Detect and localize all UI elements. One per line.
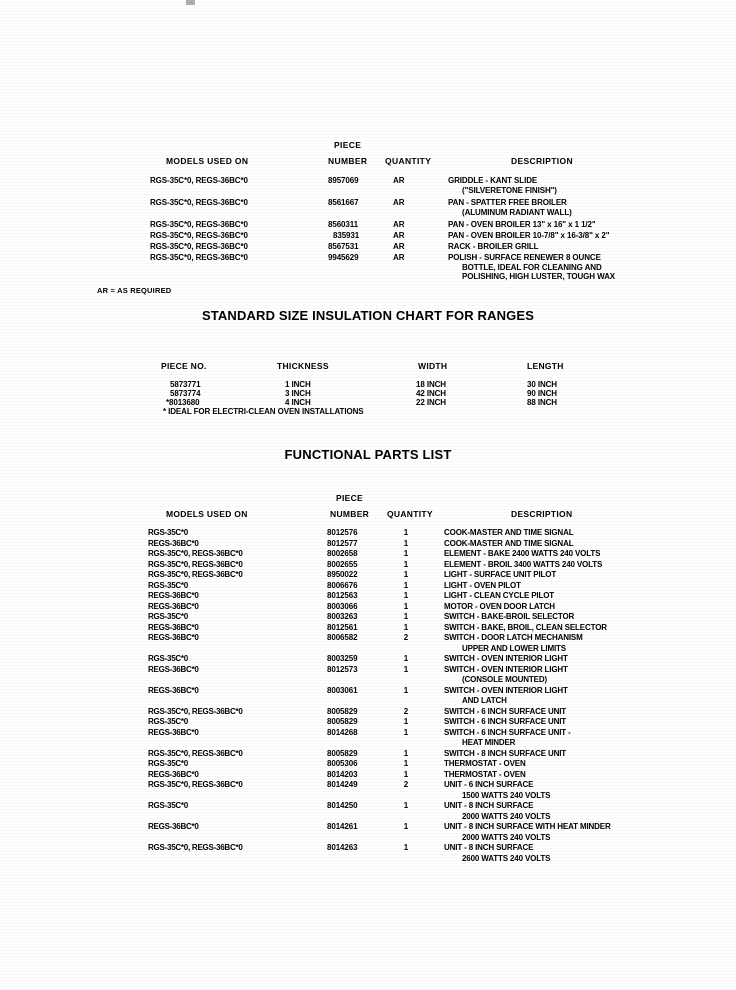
accessory-header-piece-line1: PIECE (334, 140, 362, 150)
table-row: 4 INCH (285, 398, 311, 407)
table-row: RGS-35C*0, REGS-36BC*0 (148, 748, 243, 758)
table-row: RGS-35C*0, REGS-36BC*0 (150, 253, 248, 262)
table-row: ELEMENT - BAKE 2400 WATTS 240 VOLTS (444, 549, 601, 558)
table-row: RGS-35C*0, REGS-36BC*0 (150, 198, 248, 207)
table-row: 835931 (333, 231, 360, 240)
table-row: AR (393, 198, 405, 207)
table-row: 1 (403, 622, 409, 632)
table-row: REGS-36BC*0 (148, 591, 199, 600)
table-row: *8013680 (166, 398, 200, 407)
table-row: 22 INCH (416, 398, 446, 407)
table-row-spacer (148, 791, 323, 802)
table-row: SWITCH - OVEN INTERIOR LIGHT (444, 685, 568, 695)
table-row: SWITCH - OVEN INTERIOR LIGHT (444, 654, 568, 663)
table-row-spacer (392, 812, 420, 823)
table-row-spacer (148, 854, 323, 865)
table-row: 8014263 (327, 843, 358, 852)
insulation-footnote: * IDEAL FOR ELECTRI-CLEAN OVEN INSTALLATIONS (163, 407, 364, 416)
accessory-header-piece-line2: NUMBER (328, 156, 368, 166)
table-row (448, 176, 557, 195)
table-row: RGS-35C*0, REGS-36BC*0 (148, 549, 243, 558)
table-row: 9945629 (328, 253, 359, 262)
table-row-spacer (327, 791, 387, 802)
table-row: 8014268 (327, 727, 358, 737)
table-row: 8012576 (327, 528, 358, 537)
functional-description-column (444, 528, 736, 864)
table-row: 1 (403, 559, 409, 569)
table-row: 8012563 (327, 591, 358, 600)
table-row: 42 INCH (416, 389, 446, 398)
table-row: REGS-36BC*0 (148, 538, 199, 548)
table-row: 8014261 (327, 822, 358, 831)
desc-line-cont: 2000 WATTS 240 VOLTS (462, 811, 551, 821)
desc-line-cont2: POLISHING, HIGH LUSTER, TOUGH WAX (462, 272, 616, 282)
table-row-spacer (392, 791, 420, 802)
table-row: 8012577 (327, 538, 358, 548)
table-row: AR (393, 176, 405, 185)
table-row: 2 (403, 780, 409, 789)
accessory-header-description: DESCRIPTION (511, 156, 573, 166)
scan-artifact-mark (186, 0, 195, 5)
accessory-header-quantity: QUANTITY (385, 156, 432, 166)
table-row: SWITCH - OVEN INTERIOR LIGHT (444, 664, 568, 674)
table-row: 8003263 (327, 612, 358, 621)
table-row: 1 (403, 769, 409, 779)
table-row: AR (393, 242, 405, 251)
table-row: MOTOR - OVEN DOOR LATCH (444, 601, 555, 611)
table-row: UNIT - 8 INCH SURFACE (444, 801, 534, 810)
table-row: AR (393, 220, 405, 229)
desc-line: GRIDDLE - KANT SLIDE (448, 176, 538, 185)
table-row: 8957069 (328, 176, 359, 185)
functional-header-description: DESCRIPTION (511, 509, 573, 519)
desc-line-cont: UPPER AND LOWER LIMITS (462, 643, 566, 653)
table-row: 1 (403, 822, 409, 831)
table-row: REGS-36BC*0 (148, 622, 199, 632)
table-row-spacer (392, 738, 420, 749)
table-row: REGS-36BC*0 (148, 685, 199, 695)
table-row: 8005829 (327, 706, 358, 716)
table-row-spacer (327, 854, 387, 865)
accessory-footnote: AR = AS REQUIRED (97, 286, 172, 295)
table-row: 1 INCH (285, 380, 311, 389)
table-row: 18 INCH (416, 380, 446, 389)
table-row: 1 (403, 538, 409, 548)
table-row: THERMOSTAT - OVEN (444, 769, 526, 779)
table-row: 1 (403, 759, 409, 768)
table-row: 8005829 (327, 748, 358, 758)
table-row: 1 (403, 570, 409, 579)
table-row: RGS-35C*0, REGS-36BC*0 (148, 706, 243, 716)
table-row: PAN - OVEN BROILER 13" x 16" x 1 1/2" (448, 220, 596, 229)
table-row-spacer (148, 738, 323, 749)
desc-line-cont: HEAT MINDER (462, 738, 516, 747)
table-row-spacer (148, 644, 323, 655)
desc-line: PAN - SPATTER FREE BROILER (448, 198, 567, 207)
desc-line-cont: 1500 WATTS 240 VOLTS (462, 790, 551, 800)
table-row: RGS-35C*0 (148, 654, 188, 663)
table-row: SWITCH - 8 INCH SURFACE UNIT (444, 748, 567, 758)
table-row: LIGHT - SURFACE UNIT PILOT (444, 570, 557, 579)
table-row: REGS-36BC*0 (148, 633, 199, 642)
table-row: REGS-36BC*0 (148, 769, 199, 779)
desc-line: POLISH - SURFACE RENEWER 8 OUNCE (448, 253, 601, 262)
table-row: UNIT - 8 INCH SURFACE WITH HEAT MINDER (444, 822, 611, 831)
table-row: SWITCH - DOOR LATCH MECHANISM (444, 633, 583, 642)
table-row: 1 (403, 748, 409, 758)
functional-header-piece-line2: NUMBER (330, 509, 370, 519)
table-row: 8003066 (327, 601, 358, 611)
table-row: 1 (403, 549, 409, 558)
table-row: REGS-36BC*0 (148, 727, 199, 737)
desc-line-cont: (CONSOLE MOUNTED) (462, 675, 548, 684)
desc-line-cont: AND LATCH (462, 696, 507, 705)
accessory-header-models: MODELS USED ON (166, 156, 249, 166)
table-row: RGS-35C*0, REGS-36BC*0 (150, 231, 248, 240)
table-row-spacer (392, 675, 420, 686)
desc-line-cont: 2600 WATTS 240 VOLTS (462, 853, 551, 863)
desc-line-cont: BOTTLE, IDEAL FOR CLEANING AND (462, 262, 602, 272)
table-row: UNIT - 6 INCH SURFACE (444, 780, 534, 789)
table-row: 8014250 (327, 801, 358, 810)
table-row: LIGHT - CLEAN CYCLE PILOT (444, 591, 555, 600)
table-row: 88 INCH (527, 398, 557, 407)
table-row: 2 (403, 633, 409, 642)
table-row: RGS-35C*0, REGS-36BC*0 (148, 559, 243, 569)
table-row: SWITCH - BAKE-BROIL SELECTOR (444, 612, 575, 621)
table-row: 1 (403, 528, 409, 537)
insulation-header-thickness: THICKNESS (277, 361, 329, 371)
table-row: PAN - OVEN BROILER 10-7/8" x 16-3/8" x 2" (448, 231, 610, 240)
functional-header-piece-line1: PIECE (336, 493, 364, 503)
table-row-spacer (148, 812, 323, 823)
table-row-spacer (392, 644, 420, 655)
table-row: 8014249 (327, 780, 358, 789)
table-row: 30 INCH (527, 380, 557, 389)
table-row: 8012561 (327, 622, 358, 632)
table-row: UNIT - 8 INCH SURFACE (444, 843, 534, 852)
table-row: 8012573 (327, 664, 358, 674)
table-row: 8002658 (327, 549, 358, 558)
table-row: 1 (403, 580, 409, 590)
table-row: SWITCH - 6 INCH SURFACE UNIT (444, 706, 567, 716)
table-row: 1 (403, 717, 409, 726)
table-row-spacer (392, 696, 420, 707)
functional-header-models: MODELS USED ON (166, 509, 248, 519)
functional-parts-title: FUNCTIONAL PARTS LIST (284, 447, 452, 462)
functional-quantity-column (392, 528, 420, 864)
table-row: 1 (403, 654, 409, 663)
table-row: RGS-35C*0 (148, 717, 188, 726)
table-row-spacer (148, 696, 323, 707)
insulation-header-piece-no: PIECE NO. (161, 361, 207, 371)
insulation-header-width: WIDTH (418, 361, 448, 371)
table-row: AR (393, 231, 405, 240)
table-row: 8003061 (327, 685, 358, 695)
insulation-chart-title: STANDARD SIZE INSULATION CHART FOR RANGES (201, 308, 535, 323)
table-row: RGS-35C*0 (148, 528, 188, 537)
table-row: SWITCH - 6 INCH SURFACE UNIT - (444, 727, 571, 737)
table-row: RGS-35C*0, REGS-36BC*0 (148, 570, 243, 579)
table-row: 1 (403, 843, 409, 852)
table-row (448, 198, 572, 217)
table-row: REGS-36BC*0 (148, 601, 199, 611)
table-row: 2 (403, 706, 409, 716)
table-row (448, 253, 615, 282)
table-row: RGS-35C*0 (148, 801, 188, 810)
table-row: 1 (403, 664, 409, 674)
functional-piece-column (327, 528, 387, 864)
table-row: 90 INCH (527, 389, 557, 398)
table-row: RGS-35C*0 (148, 612, 188, 621)
table-row-spacer (148, 675, 323, 686)
table-row: 8014203 (327, 769, 358, 779)
table-row: 8567531 (328, 242, 359, 251)
desc-line-cont: (ALUMINUM RADIANT WALL) (462, 207, 572, 217)
table-row: RGS-35C*0, REGS-36BC*0 (148, 843, 243, 852)
table-row: 1 (403, 612, 409, 621)
table-row: RGS-35C*0, REGS-36BC*0 (150, 220, 248, 229)
table-row: RGS-35C*0, REGS-36BC*0 (150, 242, 248, 251)
table-row: REGS-36BC*0 (148, 822, 199, 831)
table-row: 5873774 (170, 389, 201, 398)
table-row: 1 (403, 591, 409, 600)
insulation-header-length: LENGTH (527, 361, 564, 371)
table-row-spacer (327, 833, 387, 844)
table-row: RGS-35C*0 (148, 580, 188, 590)
table-row: LIGHT - OVEN PILOT (444, 580, 521, 590)
table-row-spacer (327, 696, 387, 707)
table-row: COOK-MASTER AND TIME SIGNAL (444, 538, 574, 548)
table-row: 3 INCH (285, 389, 311, 398)
desc-line-cont: 2000 WATTS 240 VOLTS (462, 832, 551, 842)
table-row: 5873771 (170, 380, 201, 389)
table-row: REGS-36BC*0 (148, 664, 199, 674)
table-row-spacer (327, 644, 387, 655)
functional-header-quantity: QUANTITY (387, 509, 433, 519)
table-row: SWITCH - 6 INCH SURFACE UNIT (444, 717, 567, 726)
table-row: 1 (403, 601, 409, 611)
table-row: 1 (403, 801, 409, 810)
table-row: 1 (403, 727, 409, 737)
table-row: 8560311 (328, 220, 359, 229)
table-row: RGS-35C*0 (148, 759, 188, 768)
table-row-spacer (327, 812, 387, 823)
table-row-spacer (327, 738, 387, 749)
table-row: RACK - BROILER GRILL (448, 242, 539, 251)
table-row: AR (393, 253, 405, 262)
table-row-spacer (327, 675, 387, 686)
table-row: RGS-35C*0, REGS-36BC*0 (150, 176, 248, 185)
table-row: 8561667 (328, 198, 359, 207)
table-row: SWITCH - BAKE, BROIL, CLEAN SELECTOR (444, 622, 607, 632)
table-row: 8006676 (327, 580, 358, 590)
table-row: 8005829 (327, 717, 358, 726)
table-row: 8003259 (327, 654, 358, 663)
table-row: 8002655 (327, 559, 358, 569)
table-row: ELEMENT - BROIL 3400 WATTS 240 VOLTS (444, 559, 603, 569)
desc-line-cont: ("SILVERETONE FINISH") (462, 185, 557, 195)
table-row: 1 (403, 685, 409, 695)
table-row: THERMOSTAT - OVEN (444, 759, 526, 768)
table-row: 8005306 (327, 759, 358, 768)
table-row: 8950022 (327, 570, 358, 579)
functional-models-column (148, 528, 323, 864)
table-row: RGS-35C*0, REGS-36BC*0 (148, 780, 243, 789)
table-row: COOK-MASTER AND TIME SIGNAL (444, 528, 574, 537)
table-row-spacer (392, 833, 420, 844)
table-row-spacer (392, 854, 420, 865)
table-row-spacer (148, 833, 323, 844)
table-row: 8006582 (327, 633, 358, 642)
